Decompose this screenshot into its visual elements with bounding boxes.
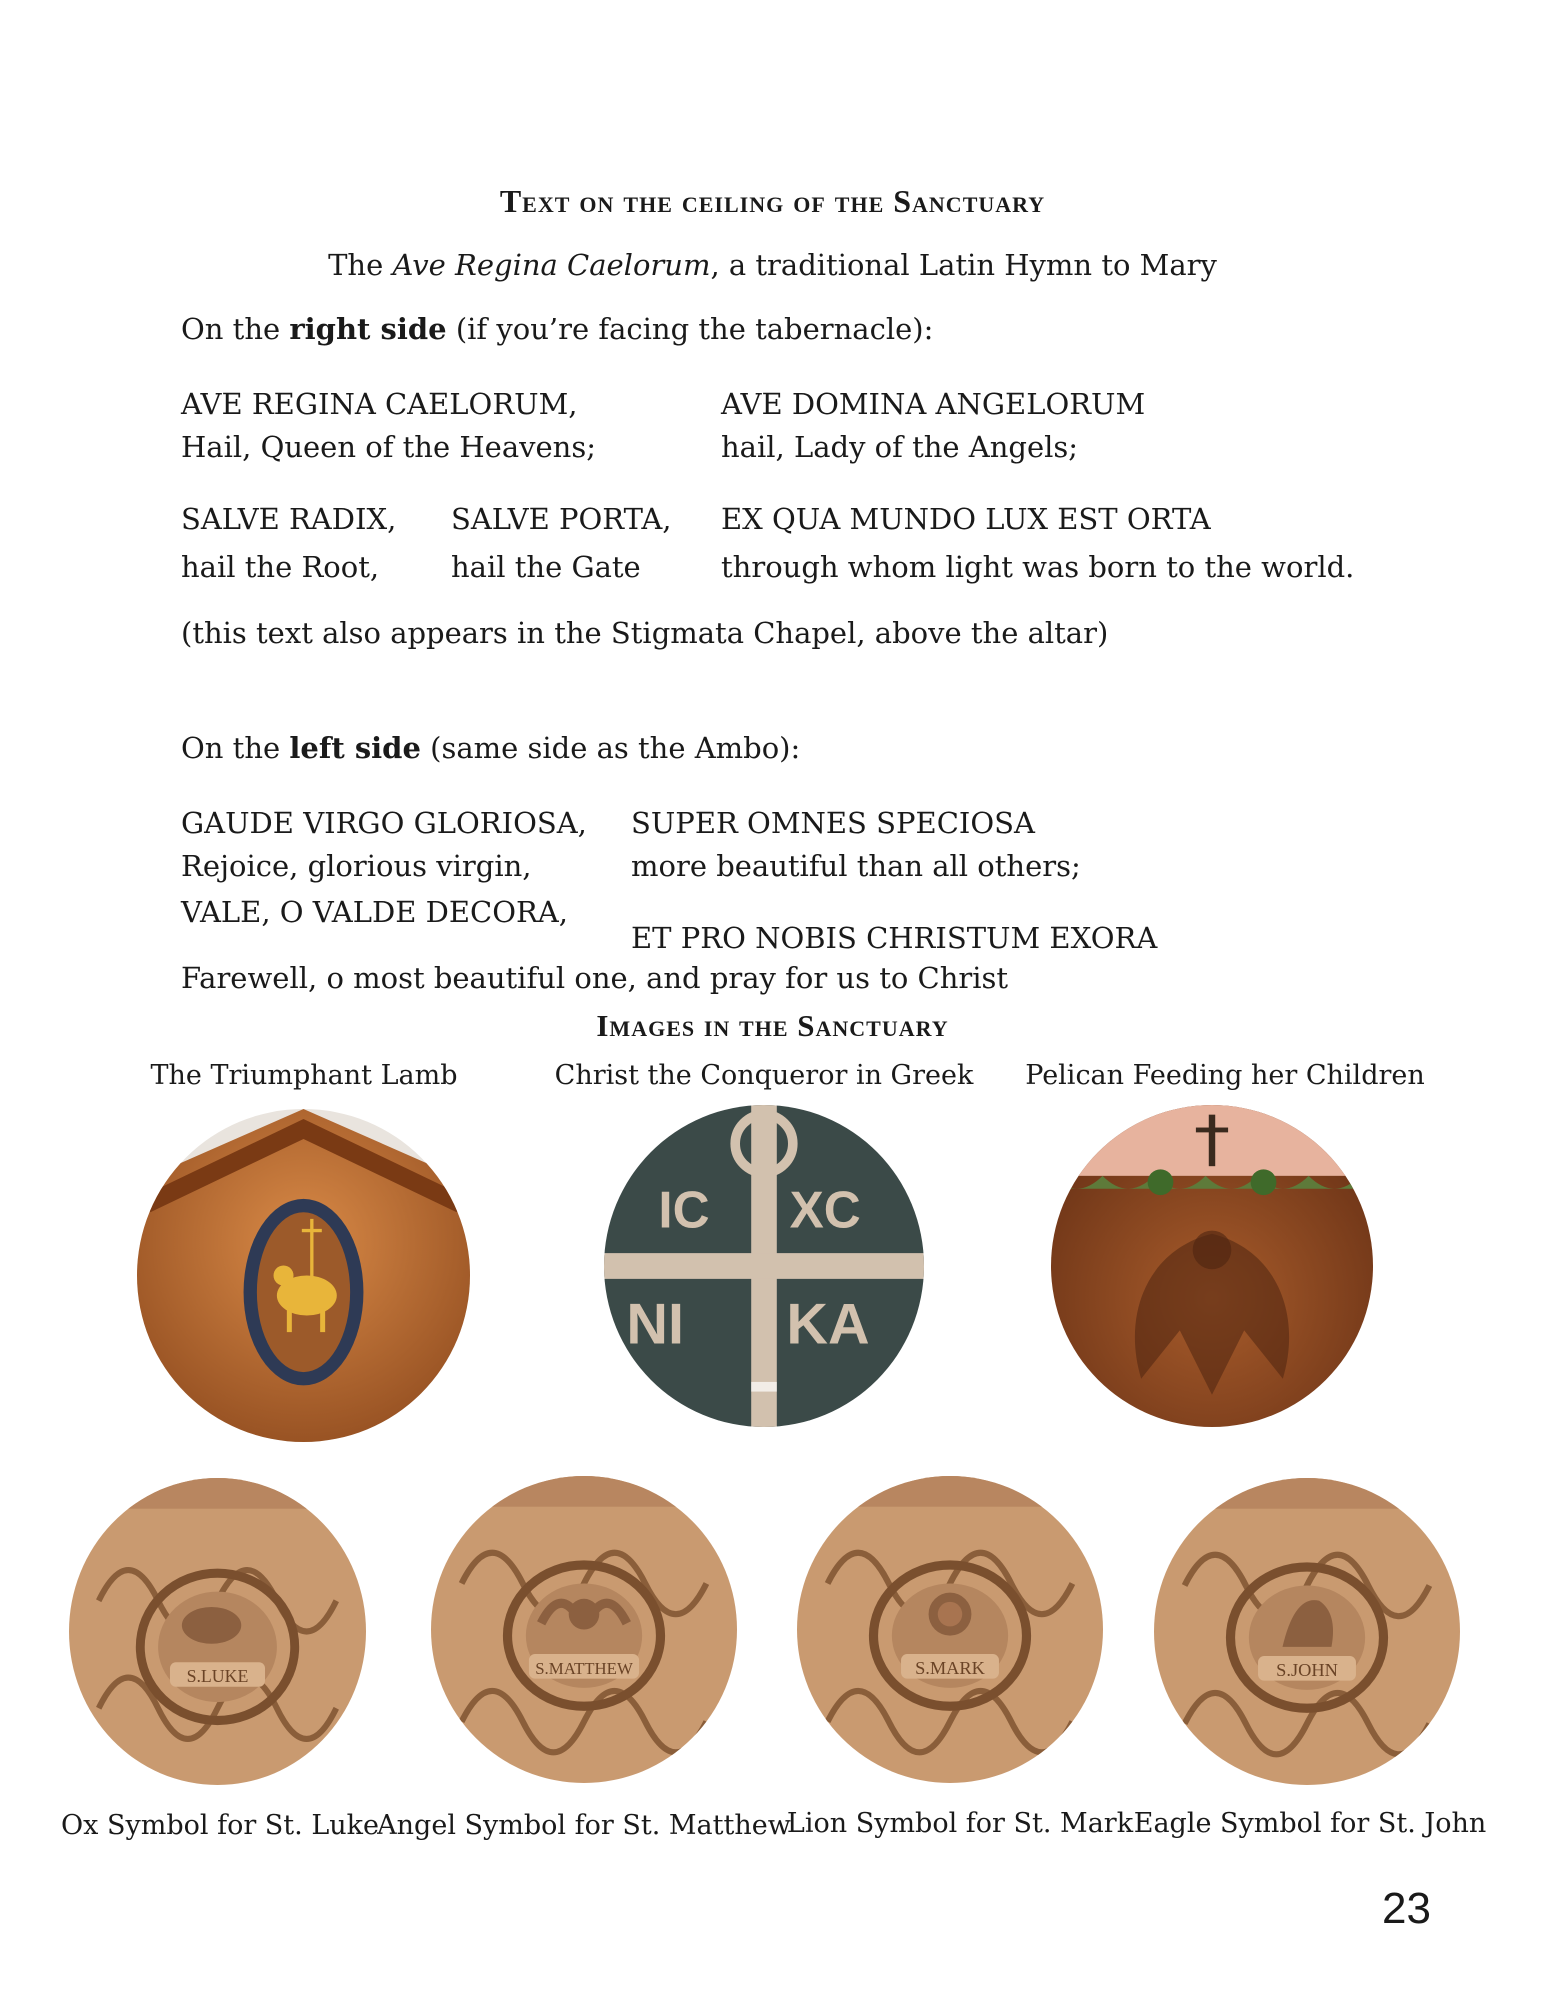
left-side-intro <box>181 731 801 765</box>
scroll-label: S.LUKE <box>186 1665 249 1687</box>
latin-line: VALE, O VALDE DECORA, <box>181 895 568 929</box>
intro-bold: left side <box>289 731 421 765</box>
latin-line: SALVE RADIX, <box>181 502 397 536</box>
intro-text: On the <box>181 312 290 346</box>
latin-line: SALVE PORTA, <box>451 502 672 536</box>
intro-text-end: (same side as the Ambo): <box>420 731 801 765</box>
chi-rho-mosaic-image <box>604 1105 924 1427</box>
latin-line: EX QUA MUNDO LUX EST ORTA <box>721 502 1211 536</box>
english-line: Farewell, o most beautiful one, and pray for us to Christ <box>181 961 1009 995</box>
latin-line: SUPER OMNES SPECIOSA <box>631 806 1035 840</box>
caption-chi-rho: Christ the Conqueror in Greek <box>554 1060 974 1091</box>
latin-line: GAUDE VIRGO GLORIOSA, <box>181 806 587 840</box>
caption-angel: Angel Symbol for St. Matthew <box>377 1810 791 1841</box>
mosaic-letters-ni: NI <box>626 1292 685 1357</box>
english-line: Hail, Queen of the Heavens; <box>181 430 596 464</box>
caption-lion: Lion Symbol for St. Mark <box>786 1808 1134 1839</box>
english-line: more beautiful than all others; <box>631 849 1081 883</box>
scroll-label: S.JOHN <box>1276 1659 1338 1681</box>
caption-eagle: Eagle Symbol for St. John <box>1133 1808 1487 1839</box>
latin-line: ET PRO NOBIS CHRISTUM EXORA <box>631 921 1158 955</box>
caption-pelican: Pelican Feeding her Children <box>1025 1060 1425 1091</box>
english-line: hail, Lady of the Angels; <box>721 430 1079 464</box>
caption-lamb: The Triumphant Lamb <box>150 1060 458 1091</box>
section-heading-images: Images in the Sanctuary <box>596 1008 949 1043</box>
intro-text: On the <box>181 731 290 765</box>
section-heading-ceiling: Text on the ceiling of the Sanctuary <box>499 183 1046 219</box>
mosaic-letters-ka: KA <box>786 1292 870 1357</box>
angel-matthew-image <box>431 1476 737 1783</box>
intro-text-end: (if you’re facing the tabernacle): <box>446 312 934 346</box>
english-line: Rejoice, glorious virgin, <box>181 849 532 883</box>
lamb-image <box>137 1109 470 1442</box>
english-line: hail the Gate <box>451 550 641 584</box>
eagle-john-image <box>1154 1478 1460 1785</box>
hymn-title: Ave Regina Caelorum <box>392 248 711 282</box>
mosaic-letters-ic: IC <box>658 1181 710 1239</box>
lion-mark-image <box>797 1476 1103 1783</box>
chapel-note: (this text also appears in the Stigmata Chapel, above the altar) <box>181 616 1109 650</box>
latin-line: AVE DOMINA ANGELORUM <box>721 387 1146 421</box>
english-line: hail the Root, <box>181 550 380 584</box>
english-line: through whom light was born to the world. <box>721 550 1355 584</box>
ox-luke-image <box>69 1478 366 1785</box>
intro-bold: right side <box>289 312 447 346</box>
latin-line: AVE REGINA CAELORUM, <box>181 387 578 421</box>
subtitle-text-end: , a traditional Latin Hymn to Mary <box>710 248 1217 282</box>
right-side-intro <box>181 312 934 346</box>
mosaic-letters-xc: XC <box>789 1181 861 1239</box>
scroll-label: S.MARK <box>915 1657 985 1679</box>
subtitle-text: The <box>328 248 393 282</box>
scroll-label: S.MATTHEW <box>535 1658 633 1679</box>
pelican-image <box>1051 1105 1373 1427</box>
page-number: 23 <box>1382 1884 1431 1933</box>
hymn-subtitle <box>0 248 1545 282</box>
caption-ox: Ox Symbol for St. Luke <box>61 1810 379 1841</box>
